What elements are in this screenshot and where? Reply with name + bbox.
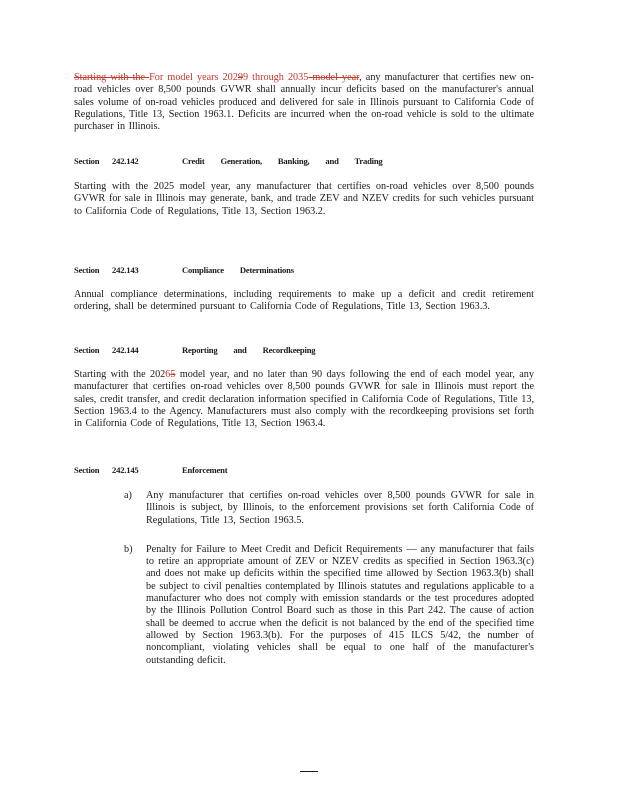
section-number: 242.142 <box>112 156 139 166</box>
section-heading <box>74 465 534 475</box>
list-item <box>124 490 534 527</box>
section-label: Section <box>74 265 100 275</box>
section-body: Starting with the 2025 model year, any manufacturer that certifies on-road vehicles over 8,500 pounds GVWR for sale in Illinois may generate, bank, and trade ZEV and NZEV credits for such vehicles pursuant to California Code of Regulations, Title 13, Section 1963.2. <box>74 181 534 217</box>
intro-paragraph <box>74 72 534 133</box>
list-item-text: Any manufacturer that certifies on-road vehicles over 8,500 pounds GVWR for sale in Illinois is subject, by Illinois, to the enforcement provisions set forth California Code of Regulations, Title 13, Section 1963.5. <box>146 490 534 526</box>
section-title: Enforcement <box>182 465 228 475</box>
inserted-text: 6 <box>165 369 171 380</box>
inserted-text: For model years 202 <box>149 72 238 83</box>
section-body <box>74 369 534 430</box>
section-number: 242.144 <box>112 345 139 355</box>
section-heading <box>74 345 534 355</box>
inserted-text: 9 through 2035 <box>242 72 309 83</box>
section-title: Credit Generation, Banking, and Trading <box>182 156 383 166</box>
section-heading <box>74 156 534 166</box>
footer-divider <box>300 771 318 772</box>
section-label: Section <box>74 345 100 355</box>
enforcement-list <box>124 490 534 667</box>
body-text: model year, and no later than 90 days following the end of each model year, any manufacturer that certifies on-road vehicles over 8,500 pounds GVWR for sale in Illinois must report the sales, credit transfer, and credit declaration information specified in California Code of Regulations, Title 13, Section 1963.4 to the Agency. Manufacturers must also comply with the recordkeeping provisions set forth in California Code of Regulations, Title 13, Section 1963.4. <box>74 369 534 430</box>
section-number: 242.143 <box>112 265 139 275</box>
deleted-text: model year <box>308 72 360 83</box>
section-label: Section <box>74 465 100 475</box>
list-marker: a) <box>124 490 132 501</box>
section-label: Section <box>74 156 100 166</box>
deleted-text: 9 <box>237 72 243 83</box>
list-marker: b) <box>124 543 133 555</box>
section-title: Reporting and Recordkeeping <box>182 345 316 355</box>
section-heading <box>74 265 534 275</box>
list-item <box>124 544 534 667</box>
body-prefix: Starting with the 202 <box>74 369 166 380</box>
section-title: Compliance Determinations <box>182 265 294 275</box>
list-item-text: Penalty for Failure to Meet Credit and Deficit Requirements — any manufacturer that fails to retire an appropriate amount of ZEV or NZEV credits as specified in Section 1963.3(c) and does not make up deficits within the specified time allowed by Section 1963.3(b) shall be subject to civil penalties contemplated by Illinois statutes and regulations applicable to a manufacturer who does not comply with emission standards or the test procedures adopted by the Illinois Pollution Control Board such as those in this Part 242. The cause of action shall be deemed to accrue when the deficit is not balanced by the end of the specified time allowed by Section 1963.3(b). For the purposes of 415 ILCS 5/42, the number of noncompliant, violating vehicles shall be equal to one half of the manufacturer's outstanding deficit. <box>146 543 534 666</box>
section-number: 242.145 <box>112 465 139 475</box>
section-body: Annual compliance determinations, including requirements to make up a deficit and credit retirement ordering, shall be determined pursuant to California Code of Regulations, Title 13, Section 1963.3. <box>74 289 534 313</box>
intro-body: , any manufacturer that certifies new on-road vehicles over 8,500 pounds GVWR shall annually incur deficits based on the manufacturer's annual sales volume of on-road vehicles produced and delivered for sale in Illinois pursuant to California Code of Regulations, Title 13, Section 1963.1. Deficits are incurred when the on-road vehicle is sold to the ultimate purchaser in Illinois. <box>74 72 534 133</box>
deleted-text: 5 <box>170 369 176 380</box>
deleted-text: Starting with the <box>74 72 150 83</box>
